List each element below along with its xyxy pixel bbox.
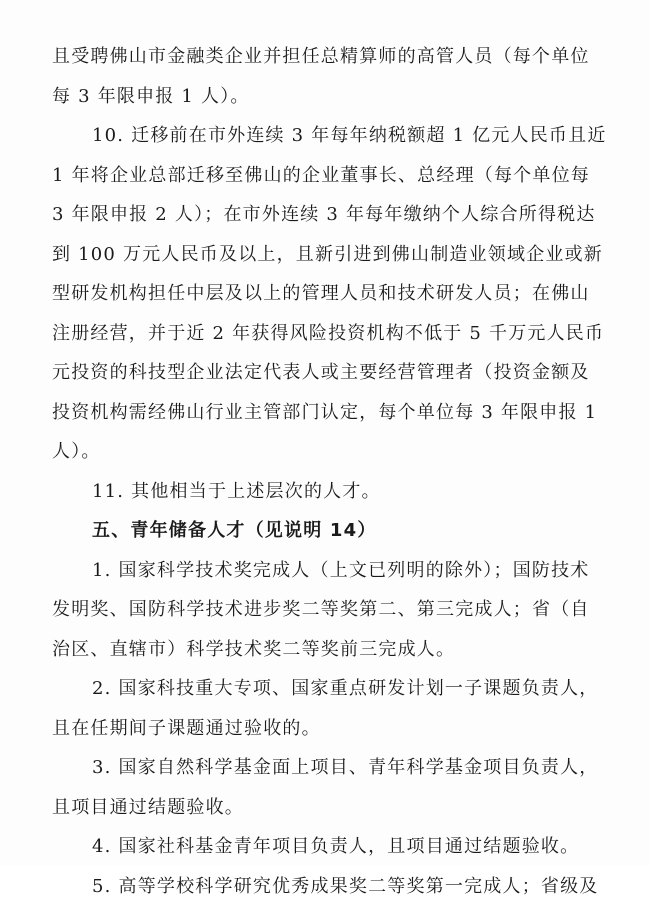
text-line-1: 且受聘佛山市金融类企业并担任总精算师的高管人员（每个单位	[52, 46, 590, 67]
item-10-line-7: 元投资的科技型企业法定代表人或主要经营管理者（投资金额及	[52, 362, 590, 383]
youth-item-1-line-2: 发明奖、国防科学技术进步奖二等奖第二、第三完成人；省（自	[52, 599, 590, 620]
item-10-line-9: 人）。	[52, 441, 101, 462]
section-heading-youth-reserve-talent: 五、青年储备人才（见说明 14）	[92, 520, 377, 541]
youth-item-2-line-2: 且在任期间子课题通过验收的。	[52, 717, 321, 739]
youth-item-1-line-1: 1. 国家科学技术奖完成人（上文已列明的除外）；国防技术	[92, 559, 590, 581]
youth-item-3-line-1: 3. 国家自然科学基金面上项目、青年科学基金项目负责人，	[92, 757, 599, 778]
item-10-line-4: 到 100 万元人民币及以上，且新引进到佛山制造业领域企业或新	[52, 243, 603, 265]
item-10-line-2: 1 年将企业总部迁移至佛山的企业董事长、总经理（每个单位每	[52, 164, 590, 186]
item-10-line-8: 投资机构需经佛山行业主管部门认定，每个单位每 3 年限申报 1	[52, 401, 598, 423]
youth-item-2-line-1: 2. 国家科技重大专项、国家重点研发计划一子课题负责人，	[92, 678, 599, 699]
item-11: 11. 其他相当于上述层次的人才。	[92, 480, 381, 502]
item-10-line-6: 注册经营，并于近 2 年获得风险投资机构不低于 5 千万元人民币	[52, 322, 605, 344]
item-10-line-5: 型研发机构担任中层及以上的管理人员和技术研发人员；在佛山	[52, 283, 590, 304]
item-10-line-1: 10. 迁移前在市外连续 3 年每年纳税额超 1 亿元人民币且近	[92, 125, 607, 146]
youth-item-1-line-3: 治区、直辖市）科学技术奖二等奖前三完成人。	[52, 638, 456, 660]
item-10-line-3: 3 年限申报 2 人）；在市外连续 3 年每年缴纳个人综合所得税达	[52, 204, 596, 225]
youth-item-5-line-1: 5. 高等学校科学研究优秀成果奖二等奖第一完成人；省级及	[92, 875, 599, 897]
youth-item-4: 4. 国家社科基金青年项目负责人，且项目通过结题验收。	[92, 836, 580, 857]
text-line-2: 每 3 年限申报 1 人）。	[52, 85, 250, 107]
youth-item-3-line-2: 且项目通过结题验收。	[52, 796, 244, 818]
